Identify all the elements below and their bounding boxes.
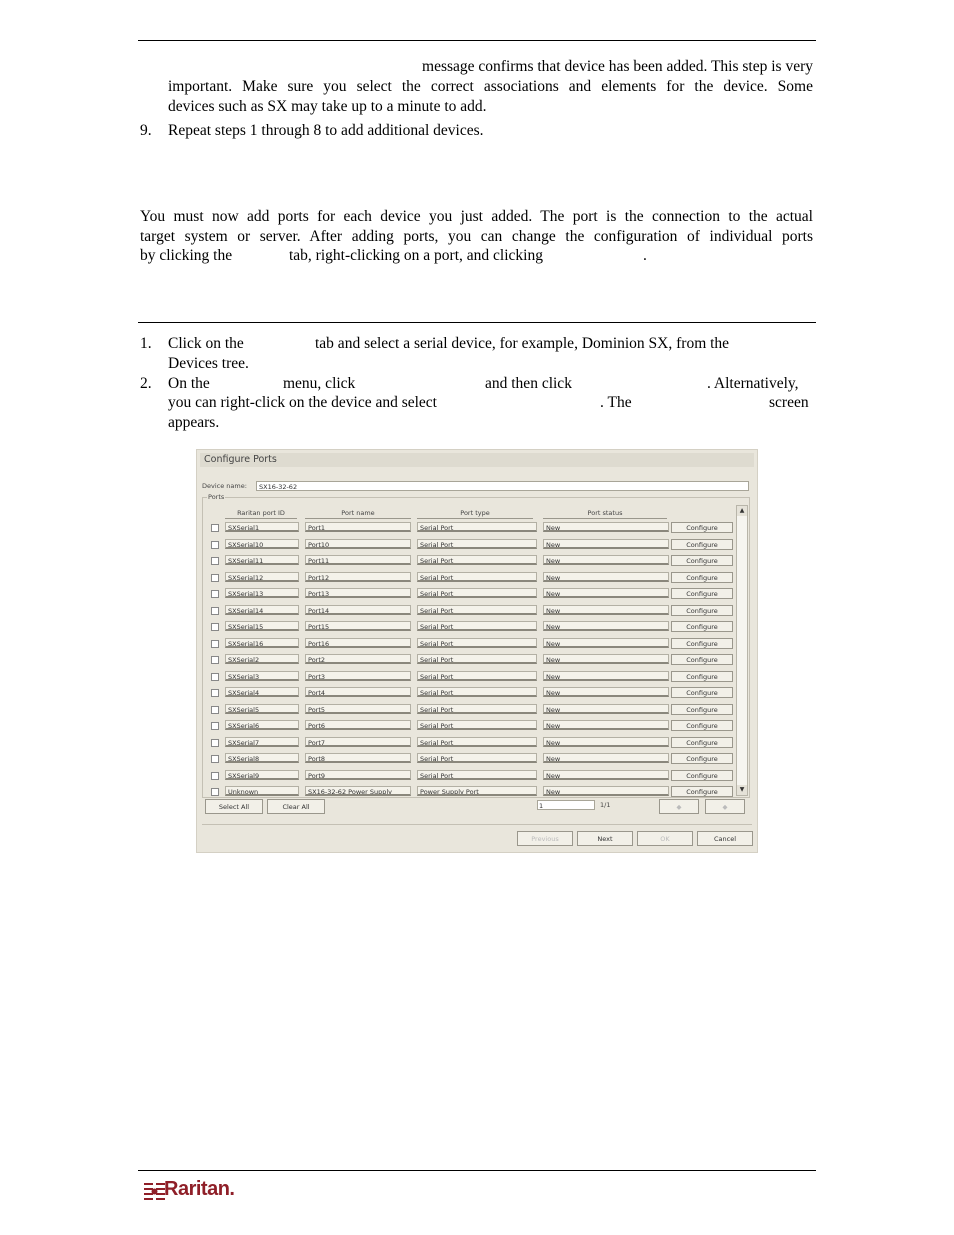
row-checkbox[interactable] bbox=[211, 590, 219, 598]
port-name-field[interactable]: Port3 bbox=[305, 671, 411, 681]
page-number-input[interactable]: 1 bbox=[537, 800, 595, 810]
configure-button[interactable]: Configure bbox=[671, 588, 733, 599]
table-row[interactable] bbox=[197, 719, 757, 735]
row-checkbox[interactable] bbox=[211, 640, 219, 648]
row-checkbox[interactable] bbox=[211, 557, 219, 565]
port-type-field[interactable]: Serial Port bbox=[417, 704, 537, 714]
step2-text-e: you can right-click on the device and select bbox=[168, 394, 437, 411]
port-id-field[interactable]: SXSerial15 bbox=[225, 621, 299, 631]
row-checkbox[interactable] bbox=[211, 755, 219, 763]
port-status-field[interactable]: New bbox=[543, 753, 669, 763]
port-status-field[interactable]: New bbox=[543, 720, 669, 730]
left-arrow-icon: ◆ bbox=[676, 803, 682, 811]
raritan-logo-icon bbox=[144, 1180, 166, 1202]
step9-text: Repeat steps 1 through 8 to add additional devices. bbox=[168, 122, 484, 139]
port-id-field[interactable]: SXSerial11 bbox=[225, 555, 299, 565]
port-type-field[interactable]: Serial Port bbox=[417, 687, 537, 697]
port-id-field[interactable]: Unknown bbox=[225, 786, 299, 796]
configure-button[interactable]: Configure bbox=[671, 539, 733, 550]
port-name-field[interactable]: Port2 bbox=[305, 654, 411, 664]
configure-button[interactable]: Configure bbox=[671, 687, 733, 698]
row-checkbox[interactable] bbox=[211, 656, 219, 664]
port-name-field[interactable]: Port1 bbox=[305, 522, 411, 532]
port-type-field[interactable]: Serial Port bbox=[417, 720, 537, 730]
table-row[interactable] bbox=[197, 538, 757, 554]
step2-text-h: appears. bbox=[168, 414, 220, 431]
row-checkbox[interactable] bbox=[211, 788, 219, 796]
step1-text-c: Devices tree. bbox=[168, 355, 249, 372]
page-info: 1/1 bbox=[600, 801, 611, 809]
step2-text-d: . Alternatively, bbox=[707, 375, 799, 392]
table-row[interactable] bbox=[197, 752, 757, 768]
raritan-logo-text: Raritan. bbox=[164, 1178, 235, 1200]
port-name-field[interactable]: Port4 bbox=[305, 687, 411, 697]
intro-line2: target system or server. After adding ports, you can change the configuration of individual ports bbox=[140, 228, 813, 245]
port-status-field[interactable]: New bbox=[543, 588, 669, 598]
row-checkbox[interactable] bbox=[211, 739, 219, 747]
table-row[interactable] bbox=[197, 686, 757, 702]
ports-label: Ports bbox=[208, 493, 225, 501]
port-id-field[interactable]: SXSerial7 bbox=[225, 737, 299, 747]
port-name-field[interactable]: Port13 bbox=[305, 588, 411, 598]
port-name-field[interactable]: Port16 bbox=[305, 638, 411, 648]
table-row[interactable] bbox=[197, 604, 757, 620]
column-header-port-name[interactable]: Port name bbox=[305, 509, 411, 519]
port-name-field[interactable]: Port11 bbox=[305, 555, 411, 565]
row-checkbox[interactable] bbox=[211, 673, 219, 681]
row-checkbox[interactable] bbox=[211, 706, 219, 714]
port-name-field[interactable]: Port8 bbox=[305, 753, 411, 763]
next-page-button[interactable] bbox=[705, 799, 745, 814]
port-type-field[interactable]: Serial Port bbox=[417, 671, 537, 681]
section-rule bbox=[138, 322, 816, 323]
row-checkbox[interactable] bbox=[211, 541, 219, 549]
port-type-field[interactable]: Serial Port bbox=[417, 539, 537, 549]
port-name-field[interactable]: Port10 bbox=[305, 539, 411, 549]
dialog-title: Configure Ports bbox=[200, 453, 754, 467]
scroll-down-icon[interactable]: ▼ bbox=[737, 785, 747, 795]
port-id-field[interactable]: SXSerial5 bbox=[225, 704, 299, 714]
step9-number: 9. bbox=[140, 122, 152, 139]
port-id-field[interactable]: SXSerial12 bbox=[225, 572, 299, 582]
row-checkbox[interactable] bbox=[211, 574, 219, 582]
device-name-label: Device name: bbox=[202, 482, 247, 490]
configure-button[interactable]: Configure bbox=[671, 671, 733, 682]
configure-button[interactable]: Configure bbox=[671, 654, 733, 665]
port-name-field[interactable]: Port15 bbox=[305, 621, 411, 631]
configure-button[interactable]: Configure bbox=[671, 704, 733, 715]
port-name-field[interactable]: Port5 bbox=[305, 704, 411, 714]
port-status-field[interactable]: New bbox=[543, 786, 669, 796]
port-status-field[interactable]: New bbox=[543, 704, 669, 714]
port-type-field[interactable]: Serial Port bbox=[417, 522, 537, 532]
configure-button[interactable]: Configure bbox=[671, 621, 733, 632]
port-name-field[interactable]: Port7 bbox=[305, 737, 411, 747]
port-name-field[interactable]: Port12 bbox=[305, 572, 411, 582]
port-id-field[interactable]: SXSerial9 bbox=[225, 770, 299, 780]
cancel-button[interactable]: Cancel bbox=[697, 831, 753, 846]
row-checkbox[interactable] bbox=[211, 722, 219, 730]
configure-button[interactable]: Configure bbox=[671, 555, 733, 566]
configure-button[interactable]: Configure bbox=[671, 786, 733, 797]
port-type-field[interactable]: Serial Port bbox=[417, 770, 537, 780]
table-row[interactable] bbox=[197, 571, 757, 587]
column-header-port-status[interactable]: Port status bbox=[543, 509, 667, 519]
configure-button[interactable]: Configure bbox=[671, 572, 733, 583]
table-row[interactable] bbox=[197, 703, 757, 719]
table-row[interactable] bbox=[197, 637, 757, 653]
dialog-separator bbox=[202, 824, 752, 825]
port-name-field[interactable]: SX16-32-62 Power Supply bbox=[305, 786, 411, 796]
row-checkbox[interactable] bbox=[211, 689, 219, 697]
previous-page-button[interactable] bbox=[659, 799, 699, 814]
port-type-field[interactable]: Serial Port bbox=[417, 753, 537, 763]
table-row[interactable] bbox=[197, 554, 757, 570]
configure-button[interactable]: Configure bbox=[671, 522, 733, 533]
port-id-field[interactable]: SXSerial2 bbox=[225, 654, 299, 664]
port-status-field[interactable]: New bbox=[543, 671, 669, 681]
port-id-field[interactable]: SXSerial13 bbox=[225, 588, 299, 598]
step1-number: 1. bbox=[140, 335, 152, 352]
step8-line3: devices such as SX may take up to a minute to add. bbox=[168, 98, 487, 115]
configure-button[interactable]: Configure bbox=[671, 737, 733, 748]
port-id-field[interactable]: SXSerial3 bbox=[225, 671, 299, 681]
intro-line3c: . bbox=[643, 247, 647, 264]
step2-text-a: On the bbox=[168, 375, 210, 392]
port-status-field[interactable]: New bbox=[543, 555, 669, 565]
port-type-field[interactable]: Serial Port bbox=[417, 737, 537, 747]
next-button[interactable]: Next bbox=[577, 831, 633, 846]
port-type-field[interactable]: Serial Port bbox=[417, 638, 537, 648]
row-checkbox[interactable] bbox=[211, 524, 219, 532]
port-id-field[interactable]: SXSerial6 bbox=[225, 720, 299, 730]
port-id-field[interactable]: SXSerial14 bbox=[225, 605, 299, 615]
table-row[interactable] bbox=[197, 587, 757, 603]
port-type-field[interactable]: Serial Port bbox=[417, 621, 537, 631]
port-status-field[interactable]: New bbox=[543, 770, 669, 780]
port-status-field[interactable]: New bbox=[543, 522, 669, 532]
port-status-field[interactable]: New bbox=[543, 737, 669, 747]
port-id-field[interactable]: SXSerial16 bbox=[225, 638, 299, 648]
row-checkbox[interactable] bbox=[211, 607, 219, 615]
port-status-field[interactable]: New bbox=[543, 605, 669, 615]
step8-line2: important. Make sure you select the correct associations and elements for the device. Some bbox=[168, 78, 813, 95]
row-checkbox[interactable] bbox=[211, 772, 219, 780]
footer-rule bbox=[138, 1170, 816, 1171]
select-all-button[interactable]: Select All bbox=[205, 799, 263, 814]
port-type-field[interactable]: Serial Port bbox=[417, 588, 537, 598]
table-row[interactable] bbox=[197, 653, 757, 669]
port-id-field[interactable]: SXSerial1 bbox=[225, 522, 299, 532]
step2-text-f: . The bbox=[600, 394, 632, 411]
port-id-field[interactable]: SXSerial10 bbox=[225, 539, 299, 549]
port-type-field[interactable]: Power Supply Port bbox=[417, 786, 537, 796]
port-type-field[interactable]: Serial Port bbox=[417, 654, 537, 664]
step2-text-g: screen bbox=[769, 394, 809, 411]
port-status-field[interactable]: New bbox=[543, 638, 669, 648]
port-status-field[interactable]: New bbox=[543, 621, 669, 631]
configure-button[interactable]: Configure bbox=[671, 605, 733, 616]
header-rule bbox=[138, 40, 816, 41]
table-row[interactable] bbox=[197, 521, 757, 537]
step1-text-b: tab and select a serial device, for example, Dominion SX, from the bbox=[315, 335, 730, 352]
port-status-field[interactable]: New bbox=[543, 687, 669, 697]
intro-line3a: by clicking the bbox=[140, 247, 233, 264]
port-name-field[interactable]: Port6 bbox=[305, 720, 411, 730]
configure-button[interactable]: Configure bbox=[671, 720, 733, 731]
port-status-field[interactable]: New bbox=[543, 539, 669, 549]
port-status-field[interactable]: New bbox=[543, 572, 669, 582]
row-checkbox[interactable] bbox=[211, 623, 219, 631]
intro-line3b: tab, right-clicking on a port, and clicking bbox=[289, 247, 543, 264]
configure-button[interactable]: Configure bbox=[671, 638, 733, 649]
table-row[interactable] bbox=[197, 620, 757, 636]
column-header-port-type[interactable]: Port type bbox=[417, 509, 533, 519]
port-status-field[interactable]: New bbox=[543, 654, 669, 664]
port-id-field[interactable]: SXSerial4 bbox=[225, 687, 299, 697]
table-row[interactable] bbox=[197, 769, 757, 785]
column-header-port-id[interactable]: Raritan port ID bbox=[225, 509, 297, 519]
port-id-field[interactable]: SXSerial8 bbox=[225, 753, 299, 763]
port-name-field[interactable]: Port9 bbox=[305, 770, 411, 780]
port-name-field[interactable]: Port14 bbox=[305, 605, 411, 615]
configure-button[interactable]: Configure bbox=[671, 770, 733, 781]
step8-line1: message confirms that device has been added. This step is very bbox=[422, 58, 813, 75]
table-row[interactable] bbox=[197, 670, 757, 686]
ports-scrollbar[interactable] bbox=[736, 505, 748, 796]
step2-number: 2. bbox=[140, 375, 152, 392]
step1-text-a: Click on the bbox=[168, 335, 244, 352]
step2-text-b: menu, click bbox=[283, 375, 356, 392]
previous-button[interactable]: Previous bbox=[517, 831, 573, 846]
configure-ports-screenshot bbox=[196, 449, 758, 853]
port-type-field[interactable]: Serial Port bbox=[417, 605, 537, 615]
port-type-field[interactable]: Serial Port bbox=[417, 572, 537, 582]
intro-line1: You must now add ports for each device you just added. The port is the connection to the actual bbox=[140, 208, 813, 225]
scroll-up-icon[interactable]: ▲ bbox=[737, 506, 747, 516]
step2-text-c: and then click bbox=[485, 375, 572, 392]
clear-all-button[interactable]: Clear All bbox=[267, 799, 325, 814]
configure-button[interactable]: Configure bbox=[671, 753, 733, 764]
port-type-field[interactable]: Serial Port bbox=[417, 555, 537, 565]
right-arrow-icon: ◆ bbox=[722, 803, 728, 811]
device-name-field[interactable]: SX16-32-62 bbox=[256, 481, 749, 491]
table-row[interactable] bbox=[197, 736, 757, 752]
ok-button[interactable]: OK bbox=[637, 831, 693, 846]
